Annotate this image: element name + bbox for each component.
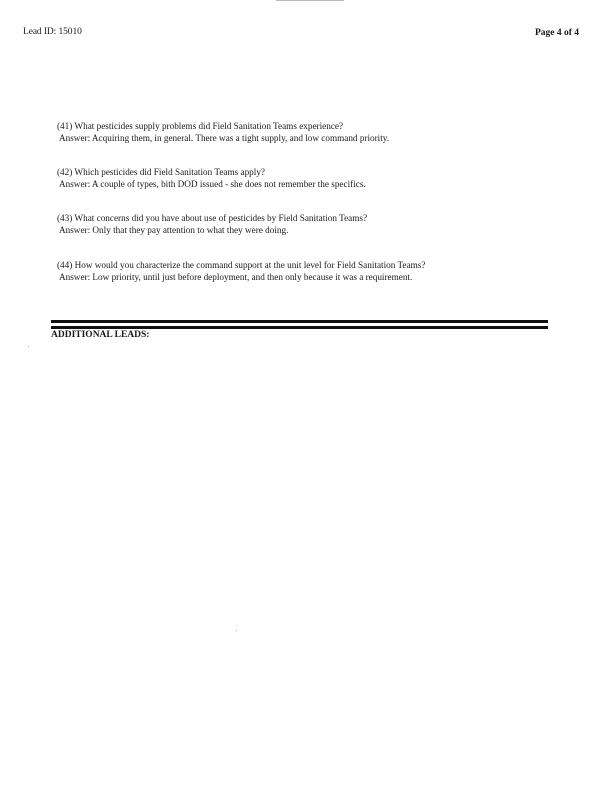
scan-speck	[28, 346, 29, 347]
answer-text: Answer: Low priority, until just before deployment, and then only because it was a requirement.	[59, 272, 413, 282]
answer-text: Answer: A couple of types, bith DOD issued - she does not remember the specifics.	[59, 179, 366, 189]
answer-text: Answer: Acquiring them, in general. There was a tight supply, and low command priority.	[59, 133, 390, 143]
qa-item-41	[57, 120, 389, 144]
scan-speck	[236, 630, 237, 631]
page-indicator: Page 4 of 4	[535, 28, 580, 38]
qa-item-44	[57, 259, 425, 283]
additional-leads-heading: ADDITIONAL LEADS:	[51, 330, 150, 340]
qa-item-42	[57, 166, 366, 190]
qa-item-43	[57, 212, 367, 236]
question-text: (44) How would you characterize the command support at the unit level for Field Sanitation Teams?	[57, 260, 426, 270]
section-divider-top	[51, 320, 548, 323]
section-divider-bottom	[51, 326, 548, 329]
question-text: (43) What concerns did you have about use of pesticides by Field Sanitation Teams?	[57, 213, 368, 223]
question-text: (41) What pesticides supply problems did Field Sanitation Teams experience?	[57, 121, 344, 131]
question-text: (42) Which pesticides did Field Sanitation Teams apply?	[57, 167, 265, 177]
scan-artifact-line	[276, 0, 344, 1]
answer-text: Answer: Only that they pay attention to what they were doing.	[59, 225, 289, 235]
lead-id: Lead ID: 15010	[23, 27, 82, 37]
